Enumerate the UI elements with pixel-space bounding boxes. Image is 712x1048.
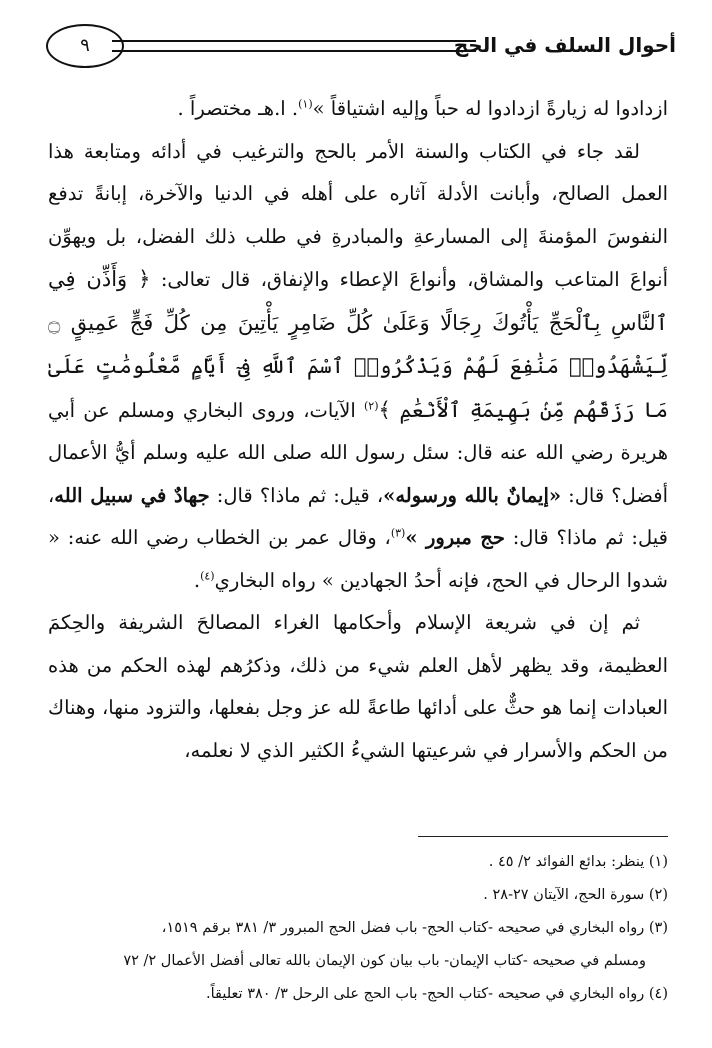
quran-verse: ﴿ وَأَذِّن فِي ٱلنَّاسِ بِٱلْحَجِّ يَأْتُوكَ رِجَالًا وَعَلَىٰ كُلِّ ضَامِرٍ يَأْتِينَ مِن كُلِّ فَجٍّ عَمِيقٍ ۝ لِّيَشْهَدُوا۟ مَنَٰفِعَ لَهُمْ وَيَذْكُرُوا۟ ٱسْمَ ٱللَّهِ فِىٓ أَيَّامٍ مَّعْلُومَٰتٍ عَلَىٰ مَا رَزَقَهُم مِّنۢ بَهِيمَةِ ٱلْأَنْعَٰمِ ﴾ — [48, 267, 668, 422]
hadith-answer-2: جهادٌ في سبيل الله — [54, 483, 210, 507]
footnote-ref-2: (٢) — [364, 399, 379, 412]
paragraph-3 — [48, 602, 668, 772]
footnote-3-continued: ومسلم في صحيحه -كتاب الإيمان- باب بيان كون الإيمان بالله تعالى أفضل الأعمال ٢/ ٧٢ — [123, 953, 646, 969]
running-title: أحوال السلف في الحج — [453, 33, 676, 57]
footnote-ref-1: (١) — [298, 97, 313, 111]
page-number: ٩ — [80, 35, 90, 56]
hadith-answer-1: «إيمانٌ بالله ورسوله» — [383, 483, 562, 507]
paragraph-2 — [48, 131, 668, 603]
p1-text: ازدادوا له زيارةً ازدادوا له حباً وإليه اشتياقاً » — [312, 97, 668, 120]
p2-text-f: . — [193, 568, 201, 592]
footnote-2: (٢) سورة الحج، الآيتان ٢٧-٢٨ . — [483, 887, 668, 903]
p1-end: . ا.هـ مختصراً . — [177, 97, 299, 120]
p2-text-a: لقد جاء في الكتاب والسنة الأمر بالحج والترغيب في أدائه ومتابعة هذا العمل الصالح، وأبانت الأدلة آثاره على أهله في الدنيا والآخرة، إبانةً تدفع النفوسَ المؤمنةَ إلى المسارعةِ والمبادرةِ في طلب ذلك الفضل، بل ويهوِّن أنواعَ المتاعب والمشاق، وأنواعَ الإعطاء والإنفاق، قال تعالى: — [48, 139, 668, 291]
page-header — [40, 20, 676, 76]
footnotes — [44, 846, 668, 1011]
p2-text-e: ، وقال عمر بن الخطاب رضي الله عنه: « شدوا الرحال في الحج، فإنه أحدُ الجهادين » رواه البخاري — [48, 526, 668, 592]
footnote-4: (٤) رواه البخاري في صحيحه -كتاب الحج- باب الحج على الرحل ٣/ ٣٨٠ تعليقاً. — [206, 986, 668, 1002]
main-text — [48, 88, 668, 772]
footnote-1: (١) ينظر: بدائع الفوائد ٢/ ٤٥ . — [488, 854, 668, 870]
p2-text-b: الآيات، وروى البخاري ومسلم عن أبي هريرة رضي الله عنه قال: سئل رسول الله صلى الله عليه وسلم أيُّ الأعمال أفضل؟ قال: — [48, 398, 668, 507]
p3-text: ثم إن في شريعة الإسلام وأحكامها الغراء المصالحَ الشريفة والحِكمَ العظيمة، وقد يظهر لأهل العلم شيء من ذلك، وذكرُهم لهذه الحكم من هذه العبادات إنما هو حثٌّ على أدائها طاعةً لله عز وجل بفعلها، والتزود منها، وهناك من الحكم والأسرار في شرعيتها الشيءُ الكثير الذي لا نعلمه، — [48, 611, 668, 762]
footnote-ref-4: (٤) — [200, 569, 215, 582]
paragraph-1 — [48, 88, 668, 131]
footnote-divider — [418, 836, 668, 837]
p2-text-d: ، قيل: ثم ماذا؟ قال: — [48, 483, 668, 549]
footnote-ref-3: (٣) — [390, 526, 406, 540]
header-double-rule — [112, 40, 476, 52]
p2-text-c: ، قيل: ثم ماذا؟ قال: — [209, 483, 384, 507]
page-number-oval — [46, 24, 124, 68]
footnote-3: (٣) رواه البخاري في صحيحه -كتاب الحج- باب فضل الحج المبرور ٣/ ٣٨١ برقم ١٥١٩، — [161, 920, 668, 936]
hadith-answer-3: حج مبرور » — [405, 526, 505, 549]
